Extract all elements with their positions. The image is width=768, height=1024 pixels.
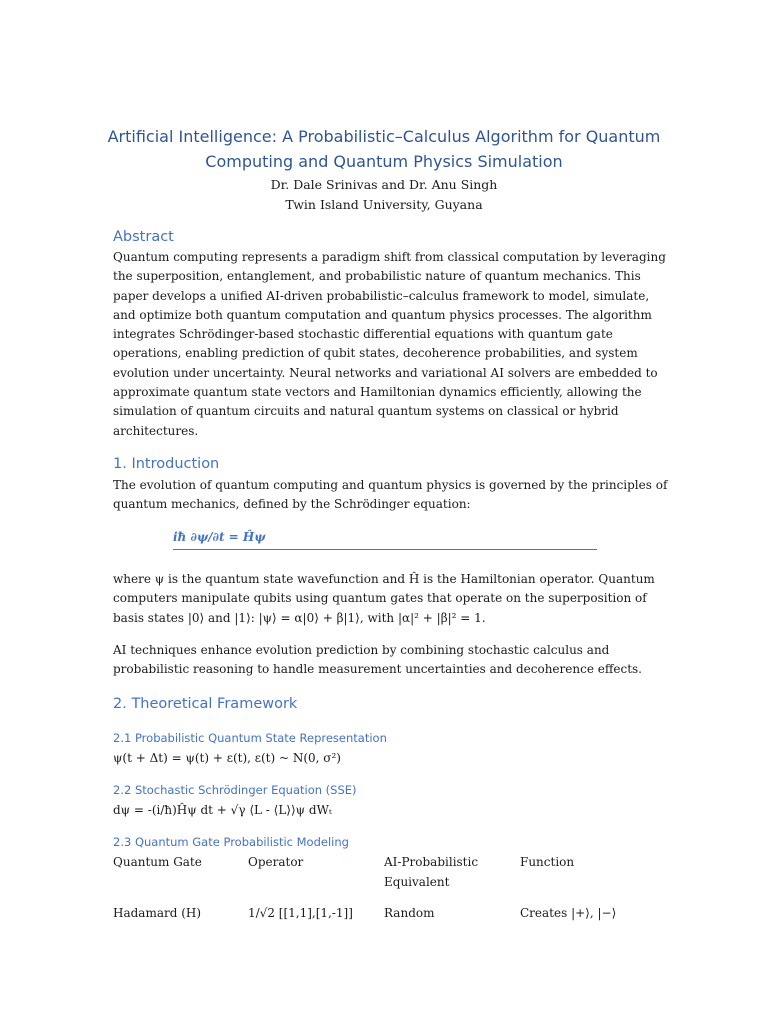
byline [0, 175, 768, 215]
gate-table [113, 852, 673, 923]
title-line-1: Artificial Intelligence: A Probabilistic–Calculus Algorithm for Quantum [107, 127, 661, 146]
title-line-2: Computing and Quantum Physics Simulation [205, 152, 563, 171]
table-cell: 1/√2 [[1,1],[1,-1]] [248, 906, 353, 920]
framework-heading: 2. Theoretical Framework [113, 696, 298, 712]
intro-line: quantum mechanics, defined by the Schrödinger equation: [113, 497, 471, 512]
abstract-line: and optimize both quantum computation and quantum physics processes. The algorithm [113, 307, 652, 322]
paper-title [0, 124, 768, 174]
table-header-cell: Operator [248, 855, 304, 869]
table-header-row [113, 852, 673, 892]
introduction-para-2 [113, 570, 658, 628]
schrodinger-equation: iħ ∂ψ/∂t = Ĥψ [173, 530, 266, 544]
table-header-cell: Function [520, 855, 575, 869]
equation-underline [173, 549, 597, 550]
table-cell: Creates |+⟩, |−⟩ [520, 906, 617, 920]
abstract-text [113, 248, 666, 441]
abstract-line: operations, enabling prediction of qubit states, decoherence probabilities, and system [113, 346, 638, 361]
intro-line: computers manipulate qubits using quantum gates that operate on the superposition of [113, 591, 647, 606]
abstract-line: Quantum computing represents a paradigm shift from classical computation by leveraging [113, 250, 666, 264]
introduction-heading: 1. Introduction [113, 456, 220, 472]
table-cell: Random [384, 906, 435, 920]
authors: Dr. Dale Srinivas and Dr. Anu Singh [270, 177, 498, 192]
intro-line: AI techniques enhance evolution prediction by combining stochastic calculus and [113, 643, 610, 657]
abstract-heading: Abstract [113, 229, 174, 245]
section-2-1-formula: ψ(t + Δt) = ψ(t) + ε(t), ε(t) ~ N(0, σ²) [113, 751, 341, 765]
intro-line: basis states |0⟩ and |1⟩: |ψ⟩ = α|0⟩ + β|1⟩, with |α|² + |β|² = 1. [113, 610, 486, 625]
intro-line: probabilistic reasoning to handle measurement uncertainties and decoherence effects. [113, 662, 642, 677]
intro-line: where ψ is the quantum state wavefunction and Ĥ is the Hamiltonian operator. Quantum [113, 572, 655, 586]
introduction-para-1 [113, 476, 668, 515]
section-2-2-formula: dψ = -(i/ħ)Ĥψ dt + √γ ⟨L - ⟨L⟩⟩ψ dWₜ [113, 803, 332, 817]
section-2-3-heading: 2.3 Quantum Gate Probabilistic Modeling [113, 835, 349, 849]
table-header-cell: Quantum Gate [113, 855, 202, 869]
introduction-para-3 [113, 641, 658, 680]
section-2-2-heading: 2.2 Stochastic Schrödinger Equation (SSE) [113, 783, 357, 797]
abstract-line: integrates Schrödinger-based stochastic differential equations with quantum gate [113, 327, 613, 342]
abstract-line: architectures. [113, 423, 199, 438]
abstract-line: simulation of quantum circuits and natural quantum systems on classical or hybrid [113, 404, 619, 419]
abstract-line: approximate quantum state vectors and Hamiltonian dynamics efficiently, allowing the [113, 385, 642, 400]
affiliation: Twin Island University, Guyana [285, 197, 483, 212]
table-row [113, 903, 673, 923]
section-2-1-heading: 2.1 Probabilistic Quantum State Representation [113, 731, 387, 745]
abstract-line: paper develops a unified AI-driven probabilistic–calculus framework to model, simulate, [113, 288, 650, 303]
abstract-line: the superposition, entanglement, and probabilistic nature of quantum mechanics. This [113, 269, 641, 284]
intro-line: The evolution of quantum computing and quantum physics is governed by the principles of [113, 478, 668, 492]
table-header-cell: AI-Probabilistic Equivalent [384, 855, 479, 889]
abstract-line: evolution under uncertainty. Neural networks and variational AI solvers are embedded to [113, 365, 658, 380]
table-cell: Hadamard (H) [113, 906, 202, 920]
